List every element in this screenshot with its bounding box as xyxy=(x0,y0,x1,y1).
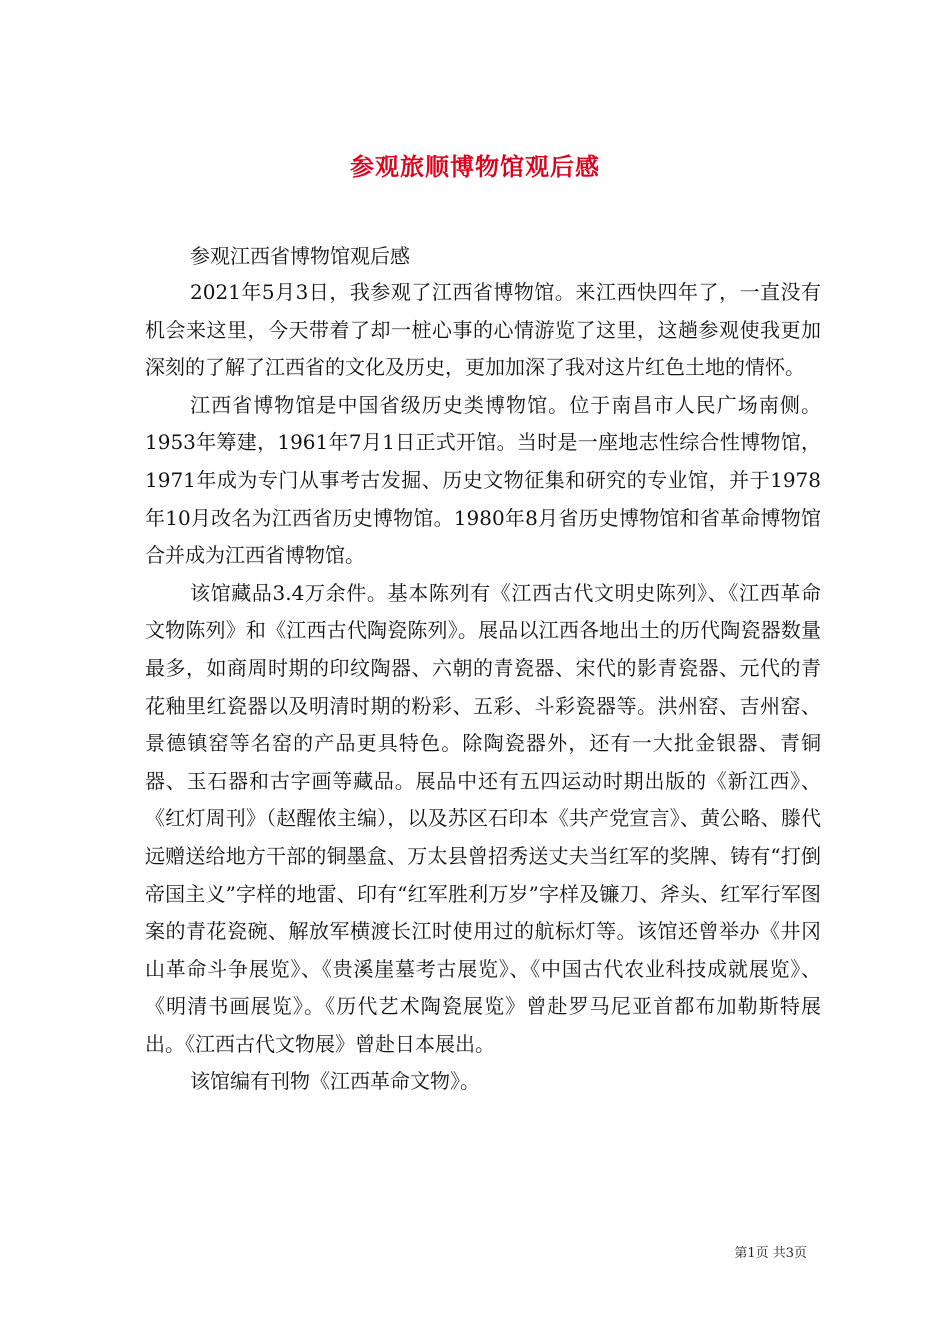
page-title: 参观旅顺博物馆观后感 xyxy=(350,152,600,182)
paragraph-museum-history: 江西省博物馆是中国省级历史类博物馆。位于南昌市人民广场南侧。1953年筹建，1961年7月1日正式开馆。当时是一座地志性综合性博物馆，1971年成为专门从事考古发掘、历史文物征集和研究的专业馆，并于1978年10月改名为江西省历史博物馆。1980年8月省历史博物馆和省革命博物馆合并成为江西省博物馆。 xyxy=(145,392,821,568)
page-number: 第1页 共3页 xyxy=(734,1246,807,1261)
paragraph-publications: 该馆编有刊物《江西革命文物》。 xyxy=(190,1069,480,1094)
paragraph-collections: 该馆藏品3.4万余件。基本陈列有《江西古代文明史陈列》、《江西革命文物陈列》和《江西古代陶瓷陈列》。展品以江西各地出土的历代陶瓷器数量最多，如商周时期的印纹陶器、六朝的青瓷器、宋代的影青瓷器、元代的青花釉里红瓷器以及明清时期的粉彩、五彩、斗彩瓷器等。洪州窑、吉州窑、景德镇窑等名窑的产品更具特色。除陶瓷器外，还有一大批金银器、青铜器、玉石器和古字画等藏品。展品中还有五四运动时期出版的《新江西》、《红灯周刊》（赵醒侬主编），以及苏区石印本《共产党宣言》、黄公略、滕代远赠送给地方干部的铜墨盒、万太县曾招秀送丈夫当红军的奖牌、铸有“打倒帝国主义”字样的地雷、印有“红军胜利万岁”字样及镰刀、斧头、红军行军图案的青花瓷碗、解放军横渡长江时使用过的航标灯等。该馆还曾举办《井冈山革命斗争展览》、《贵溪崖墓考古展览》、《中国古代农业科技成就展览》、《明清书画展览》。《历代艺术陶瓷展览》曾赴罗马尼亚首都布加勒斯特展出。《江西古代文物展》曾赴日本展出。 xyxy=(145,580,821,1056)
article-body xyxy=(145,274,821,1101)
article-subtitle: 参观江西省博物馆观后感 xyxy=(190,244,410,268)
paragraph-visit-date: 2021年5月3日，我参观了江西省博物馆。来江西快四年了，一直没有机会来这里，今天带着了却一桩心事的心情游览了这里，这趟参观使我更加深刻的了解了江西省的文化及历史，更加加深了我对这片红色土地的情怀。 xyxy=(145,280,821,380)
